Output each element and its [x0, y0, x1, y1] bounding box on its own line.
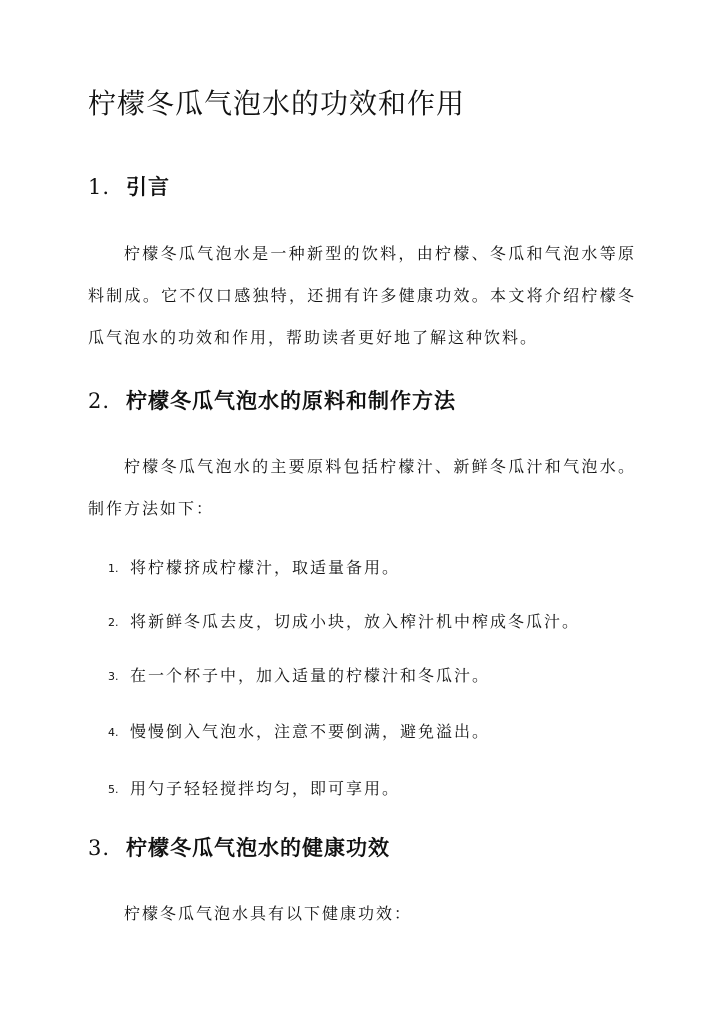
section-title: 柠檬冬瓜气泡水的原料和制作方法	[126, 388, 456, 413]
list-item-number: 3.	[108, 670, 119, 683]
list-item	[108, 556, 400, 581]
list-item-text: 在一个杯子中，加入适量的柠檬汁和冬瓜汁。	[130, 666, 491, 685]
list-item-number: 2.	[108, 616, 119, 629]
document-title: 柠檬冬瓜气泡水的功效和作用	[88, 87, 466, 120]
section-heading-benefits	[88, 833, 390, 863]
list-item-text: 将柠檬挤成柠檬汁，取适量备用。	[130, 558, 401, 577]
list-item	[108, 777, 400, 802]
section-number: 1.	[88, 175, 111, 199]
list-item-number: 5.	[108, 783, 119, 796]
section-heading-ingredients	[88, 386, 456, 416]
section-title: 柠檬冬瓜气泡水的健康功效	[126, 835, 390, 860]
list-item-number: 4.	[108, 726, 119, 739]
list-item-text: 将新鲜冬瓜去皮，切成小块，放入榨汁机中榨成冬瓜汁。	[130, 612, 581, 631]
list-item	[108, 664, 490, 689]
section-number: 3.	[88, 836, 111, 860]
section-paragraph: 柠檬冬瓜气泡水的主要原料包括柠檬汁、新鲜冬瓜汁和气泡水。制作方法如下：	[88, 457, 636, 518]
list-item	[108, 610, 580, 635]
list-item-text: 慢慢倒入气泡水，注意不要倒满，避免溢出。	[130, 722, 491, 741]
section-paragraph: 柠檬冬瓜气泡水是一种新型的饮料，由柠檬、冬瓜和气泡水等原料制成。它不仅口感独特，还拥有许多健康功效。本文将介绍柠檬冬瓜气泡水的功效和作用，帮助读者更好地了解这种饮料。	[88, 244, 636, 347]
list-item	[108, 720, 490, 745]
list-item-text: 用勺子轻轻搅拌均匀，即可享用。	[130, 779, 401, 798]
section-heading-intro	[88, 172, 170, 202]
list-item-number: 1.	[108, 562, 119, 575]
section-paragraph: 柠檬冬瓜气泡水具有以下健康功效：	[124, 904, 413, 923]
section-title: 引言	[126, 174, 170, 199]
section-number: 2.	[88, 389, 111, 413]
